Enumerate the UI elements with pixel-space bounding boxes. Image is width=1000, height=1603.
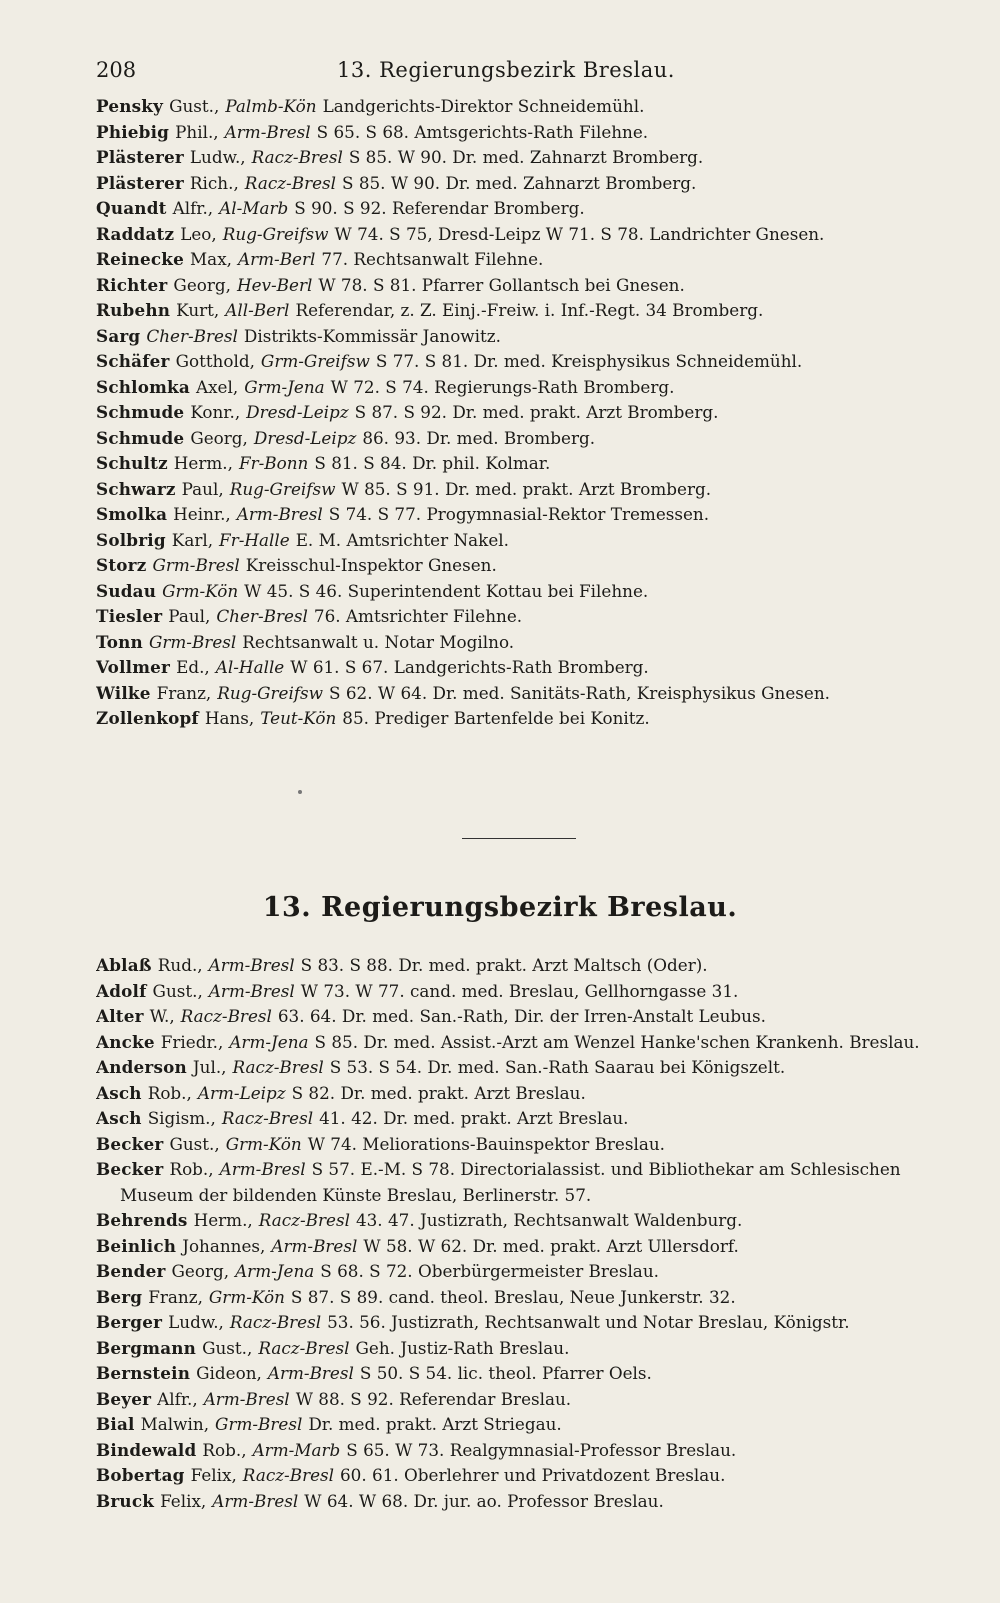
entry-given-name: Leo, <box>180 223 217 244</box>
entry-given-name: Rob., <box>169 1159 214 1179</box>
entry-name: Phiebig <box>96 121 170 142</box>
entry-detail: W 74. S 75, Dresd-Leipz W 71. S 78. Landrichter Gnesen. <box>334 223 825 244</box>
entry-name: Schlomka <box>96 376 190 397</box>
entry-detail: 63. 64. Dr. med. San.-Rath, Dir. der Irren-Anstalt Leubus. <box>277 1006 766 1026</box>
entry-name: Asch <box>96 1108 142 1128</box>
list-item <box>96 324 956 350</box>
entry-given-name: Johannes, <box>182 1235 266 1256</box>
entry-detail: W 88. S 92. Referendar Breslau. <box>295 1388 572 1409</box>
entry-name: Bobertag <box>96 1465 185 1485</box>
entry-detail: 77. Rechtsanwalt Filehne. <box>321 249 544 269</box>
list-item <box>96 375 956 401</box>
entry-given-name: Sigism., <box>147 1108 216 1128</box>
list-item <box>96 1208 956 1234</box>
entry-given-name: Axel, <box>195 376 239 397</box>
entry-detail: S 68. S 72. Oberbürgermeister Breslau. <box>320 1261 659 1281</box>
entry-given-name: Heinr., <box>173 504 231 524</box>
entry-name: Bernstein <box>96 1363 191 1383</box>
list-item <box>96 94 956 120</box>
running-head <box>96 58 916 88</box>
entry-given-name: Paul, <box>168 606 211 626</box>
list-item <box>96 1489 956 1515</box>
entry-university: Grm-Kön <box>208 1286 285 1307</box>
entry-university: Dresd-Leipz <box>253 427 357 448</box>
entry-university: Cher-Bresl <box>216 606 308 626</box>
entry-given-name: Georg, <box>171 1261 230 1281</box>
entry-detail: 43. 47. Justizrath, Rechtsanwalt Waldenburg. <box>355 1210 743 1230</box>
entry-given-name: Ed., <box>176 657 210 677</box>
list-item <box>96 706 956 732</box>
list-item <box>96 1336 956 1362</box>
entry-university: Racz-Bresl <box>232 1057 324 1077</box>
entry-detail: S 50. S 54. lic. theol. Pfarrer Oels. <box>359 1363 652 1383</box>
entry-detail: 85. Prediger Bartenfelde bei Konitz. <box>342 708 650 728</box>
entry-detail: S 65. W 73. Realgymnasial-Professor Breslau. <box>346 1439 737 1460</box>
list-item <box>96 247 956 273</box>
list-item <box>96 1463 956 1489</box>
entry-detail: Distrikts-Kommissär Janowitz. <box>243 325 501 346</box>
entry-university: Arm-Marb <box>252 1439 341 1460</box>
list-item <box>96 120 956 146</box>
entry-university: Rug-Greifsw <box>217 682 324 703</box>
entry-university: Rug-Greifsw <box>229 478 336 499</box>
entry-detail: S 77. S 81. Dr. med. Kreisphysikus Schneidemühl. <box>375 351 803 371</box>
entry-name: Schwarz <box>96 478 176 499</box>
list-item <box>96 426 956 452</box>
entry-university: Arm-Bresl <box>208 980 295 1001</box>
entry-university: Racz-Bresl <box>180 1006 272 1026</box>
entry-name: Berger <box>96 1312 163 1332</box>
list-item <box>96 171 956 197</box>
entry-given-name: Rud., <box>157 955 203 975</box>
entry-name: Rubehn <box>96 300 171 320</box>
entry-detail: 60. 61. Oberlehrer und Privatdozent Breslau. <box>340 1465 726 1485</box>
entry-university: Grm-Bresl <box>148 631 237 652</box>
list-item <box>96 502 956 528</box>
list-item <box>96 579 956 605</box>
entry-name: Schmude <box>96 402 185 422</box>
list-item <box>96 1234 956 1260</box>
entry-university: Fr-Halle <box>219 529 290 550</box>
entry-given-name: Friedr., <box>160 1031 224 1052</box>
entry-given-name: Konr., <box>190 402 241 422</box>
entry-detail: W 72. S 74. Regierungs-Rath Bromberg. <box>330 376 675 397</box>
entry-name: Becker <box>96 1133 164 1154</box>
entry-university: Racz-Bresl <box>229 1312 322 1332</box>
entry-name: Smolka <box>96 504 168 524</box>
entry-detail: S 85. Dr. med. Assist.-Arzt am Wenzel Hanke'schen Krankenh. Breslau. <box>314 1031 920 1052</box>
list-item <box>96 1030 956 1056</box>
entry-detail: 76. Amtsrichter Filehne. <box>313 606 523 626</box>
entry-name: Bergmann <box>96 1337 197 1358</box>
list-item <box>96 1412 956 1438</box>
entry-university: Arm-Bresl <box>203 1388 290 1409</box>
entry-name: Sudau <box>96 580 157 601</box>
entry-university: Arm-Bresl <box>271 1235 358 1256</box>
entry-given-name: Gust., <box>169 1133 220 1154</box>
entry-university: Palmb-Kön <box>225 96 317 116</box>
entry-detail: S 82. Dr. med. prakt. Arzt Breslau. <box>291 1082 586 1103</box>
ink-speck <box>298 790 302 794</box>
entry-university: All-Berl <box>225 300 290 320</box>
entry-given-name: Felix, <box>160 1490 207 1511</box>
entry-detail: S 87. S 89. cand. theol. Breslau, Neue Junkerstr. 32. <box>290 1286 736 1307</box>
list-item <box>96 528 956 554</box>
entry-name: Beinlich <box>96 1235 177 1256</box>
list-item <box>96 630 956 656</box>
entry-university: Arm-Bresl <box>212 1490 299 1511</box>
entry-given-name: Franz, <box>156 682 212 703</box>
entry-name: Asch <box>96 1082 142 1103</box>
entry-university: Arm-Leipz <box>197 1082 286 1103</box>
entry-detail: W 58. W 62. Dr. med. prakt. Arzt Ullersdorf. <box>363 1235 739 1256</box>
list-item <box>96 1310 956 1336</box>
entry-university: Grm-Jena <box>244 376 325 397</box>
entry-name: Quandt <box>96 198 167 218</box>
entry-given-name: Hans, <box>204 708 255 728</box>
entry-university: Grm-Bresl <box>152 555 240 575</box>
entry-university: Grm-Greifsw <box>260 351 370 371</box>
entry-university: Arm-Jena <box>229 1031 309 1052</box>
entry-detail: W 78. S 81. Pfarrer Gollantsch bei Gnesen. <box>318 274 685 295</box>
list-item <box>96 1055 956 1081</box>
entry-detail: S 90. S 92. Referendar Bromberg. <box>294 198 585 218</box>
entry-university: Arm-Jena <box>235 1261 315 1281</box>
entry-university: Arm-Bresl <box>224 121 311 142</box>
running-title: 13. Regierungsbezirk Breslau. <box>337 58 675 82</box>
entry-name: Ablaß <box>96 955 152 975</box>
entry-name: Richter <box>96 274 168 295</box>
entry-continuation: Museum der bildenden Künste Breslau, Berlinerstr. 57. <box>120 1184 592 1205</box>
entry-detail: Landgerichts-Direktor Schneidemühl. <box>322 96 645 116</box>
list-item <box>96 953 956 979</box>
entry-name: Berg <box>96 1286 143 1307</box>
entry-given-name: Phil., <box>175 121 219 142</box>
entry-given-name: Alfr., <box>172 198 214 218</box>
entry-name: Alter <box>96 1006 144 1026</box>
list-item <box>96 400 956 426</box>
page-number: 208 <box>96 58 137 82</box>
entry-given-name: Kurt, <box>176 300 220 320</box>
entry-given-name: Herm., <box>173 453 233 473</box>
entry-university: Dresd-Leipz <box>246 402 349 422</box>
entry-detail: S 83. S 88. Dr. med. prakt. Arzt Maltsch (Oder). <box>300 955 708 975</box>
entry-given-name: Rob., <box>202 1439 247 1460</box>
entry-name: Sarg <box>96 325 141 346</box>
entry-given-name: Gust., <box>202 1337 253 1358</box>
entry-given-name: Jul., <box>192 1057 227 1077</box>
entry-university: Cher-Bresl <box>146 325 238 346</box>
entry-university: Racz-Bresl <box>244 172 336 193</box>
entry-university: Al-Marb <box>219 198 289 218</box>
entry-university: Arm-Bresl <box>208 955 295 975</box>
list-item <box>96 1106 956 1132</box>
entry-name: Bender <box>96 1261 166 1281</box>
list-item <box>96 1285 956 1311</box>
entry-name: Schultz <box>96 453 168 473</box>
entry-university: Racz-Bresl <box>258 1337 350 1358</box>
entries-list-bottom <box>96 953 956 1514</box>
entry-university: Teut-Kön <box>260 708 337 728</box>
entry-name: Anderson <box>96 1057 187 1077</box>
list-item <box>96 349 956 375</box>
list-item <box>96 1438 956 1464</box>
entry-name: Tiesler <box>96 606 163 626</box>
entry-given-name: Ludw., <box>189 147 246 167</box>
entry-name: Pensky <box>96 96 164 116</box>
list-item <box>96 1259 956 1285</box>
entry-detail: W 85. S 91. Dr. med. prakt. Arzt Bromberg. <box>341 478 712 499</box>
entry-given-name: Gust., <box>169 96 220 116</box>
list-item <box>96 604 956 630</box>
entry-detail: S 81. S 84. Dr. phil. Kolmar. <box>314 453 551 473</box>
entry-detail: Dr. med. prakt. Arzt Striegau. <box>308 1414 562 1434</box>
entry-name: Tonn <box>96 631 143 652</box>
entry-detail: 53. 56. Justizrath, Rechtsanwalt und Notar Breslau, Königstr. <box>327 1312 850 1332</box>
list-item <box>96 1132 956 1158</box>
entry-university: Grm-Kön <box>162 580 239 601</box>
entry-university: Racz-Bresl <box>221 1108 314 1128</box>
list-item <box>96 222 956 248</box>
entry-detail: W 45. S 46. Superintendent Kottau bei Filehne. <box>244 580 649 601</box>
entry-given-name: Alfr., <box>157 1388 198 1409</box>
entry-name: Storz <box>96 555 147 575</box>
entry-detail: S 62. W 64. Dr. med. Sanitäts-Rath, Kreisphysikus Gnesen. <box>329 682 830 703</box>
entry-detail: S 53. S 54. Dr. med. San.-Rath Saarau bei Königszelt. <box>329 1057 786 1077</box>
entry-detail: E. M. Amtsrichter Nakel. <box>295 529 509 550</box>
entry-name: Bindewald <box>96 1439 197 1460</box>
entry-given-name: Gideon, <box>196 1363 262 1383</box>
entry-detail: S 65. S 68. Amtsgerichts-Rath Filehne. <box>316 121 649 142</box>
entry-given-name: Herm., <box>193 1210 253 1230</box>
entry-name: Reinecke <box>96 249 184 269</box>
entry-university: Arm-Berl <box>238 249 316 269</box>
entry-given-name: Georg, <box>190 427 248 448</box>
entry-name: Bruck <box>96 1490 155 1511</box>
list-item <box>96 477 956 503</box>
entry-given-name: Karl, <box>171 529 214 550</box>
entry-given-name: Rob., <box>147 1082 192 1103</box>
entry-name: Schmude <box>96 427 185 448</box>
entry-given-name: Malwin, <box>140 1414 210 1434</box>
entry-detail: W 61. S 67. Landgerichts-Rath Bromberg. <box>290 657 649 677</box>
entry-detail: S 74. S 77. Progymnasial-Rektor Tremessen. <box>328 504 710 524</box>
list-item <box>96 145 956 171</box>
entry-detail: S 85. W 90. Dr. med. Zahnarzt Bromberg. <box>342 172 697 193</box>
entry-university: Racz-Bresl <box>258 1210 350 1230</box>
entry-detail: 41. 42. Dr. med. prakt. Arzt Breslau. <box>319 1108 629 1128</box>
entry-given-name: Franz, <box>148 1286 203 1307</box>
list-item <box>96 1361 956 1387</box>
list-item <box>96 451 956 477</box>
entry-given-name: Gust., <box>152 980 203 1001</box>
entry-given-name: Rich., <box>189 172 239 193</box>
entry-detail: Geh. Justiz-Rath Breslau. <box>355 1337 570 1358</box>
entry-university: Arm-Bresl <box>267 1363 354 1383</box>
entry-detail: S 87. S 92. Dr. med. prakt. Arzt Bromberg. <box>354 402 719 422</box>
entry-given-name: W., <box>149 1006 175 1026</box>
list-item <box>96 553 956 579</box>
list-item <box>96 655 956 681</box>
entries-list-top <box>96 94 956 732</box>
list-item <box>96 1004 956 1030</box>
entry-university: Arm-Bresl <box>236 504 323 524</box>
entry-given-name: Paul, <box>181 478 224 499</box>
entry-name: Zollenkopf <box>96 708 199 728</box>
list-item <box>96 1081 956 1107</box>
entry-detail: Kreisschul-Inspektor Gnesen. <box>245 555 497 575</box>
entry-detail: W 64. W 68. Dr. jur. ao. Professor Breslau. <box>304 1490 664 1511</box>
entry-name: Wilke <box>96 682 151 703</box>
entry-name: Solbrig <box>96 529 166 550</box>
entry-given-name: Gotthold, <box>175 351 255 371</box>
entry-university: Grm-Bresl <box>215 1414 303 1434</box>
entry-detail: Rechtsanwalt u. Notar Mogilno. <box>242 631 515 652</box>
list-item <box>96 298 956 324</box>
entry-name: Behrends <box>96 1210 188 1230</box>
entry-given-name: Ludw., <box>168 1312 224 1332</box>
entry-university: Grm-Kön <box>225 1133 302 1154</box>
entry-university: Al-Halle <box>215 657 285 677</box>
entry-name: Ancke <box>96 1031 155 1052</box>
entry-university: Hev-Berl <box>236 274 313 295</box>
entry-name: Schäfer <box>96 351 170 371</box>
section-divider <box>462 838 576 839</box>
entry-name: Beyer <box>96 1388 152 1409</box>
entry-name: Becker <box>96 1159 164 1179</box>
list-item <box>96 1387 956 1413</box>
entry-detail: 86. 93. Dr. med. Bromberg. <box>362 427 596 448</box>
entry-name: Adolf <box>96 980 147 1001</box>
entry-university: Fr-Bonn <box>238 453 309 473</box>
entry-university: Racz-Bresl <box>251 147 343 167</box>
section-title: 13. Regierungsbezirk Breslau. <box>262 892 738 923</box>
entry-name: Bial <box>96 1414 135 1434</box>
entry-given-name: Georg, <box>173 274 231 295</box>
entry-detail: S 57. E.-M. S 78. Directorialassist. und Bibliothekar am Schlesischen <box>311 1159 901 1179</box>
list-item <box>96 979 956 1005</box>
entry-name: Plästerer <box>96 172 184 193</box>
entry-university: Arm-Bresl <box>219 1159 306 1179</box>
entry-name: Plästerer <box>96 147 184 167</box>
entry-given-name: Felix, <box>190 1465 237 1485</box>
entry-detail: W 74. Meliorations-Bauinspektor Breslau. <box>307 1133 665 1154</box>
entry-detail: Referendar, z. Z. Einj.-Freiw. i. Inf.-Regt. 34 Bromberg. <box>295 300 764 320</box>
entry-name: Vollmer <box>96 657 171 677</box>
list-item <box>96 681 956 707</box>
list-item <box>96 273 956 299</box>
entry-name: Raddatz <box>96 223 175 244</box>
list-item <box>96 1157 956 1208</box>
entry-detail: W 73. W 77. cand. med. Breslau, Gellhorngasse 31. <box>300 980 739 1001</box>
entry-given-name: Max, <box>190 249 232 269</box>
entry-university: Rug-Greifsw <box>222 223 329 244</box>
entry-detail: S 85. W 90. Dr. med. Zahnarzt Bromberg. <box>348 147 704 167</box>
list-item <box>96 196 956 222</box>
entry-university: Racz-Bresl <box>242 1465 334 1485</box>
